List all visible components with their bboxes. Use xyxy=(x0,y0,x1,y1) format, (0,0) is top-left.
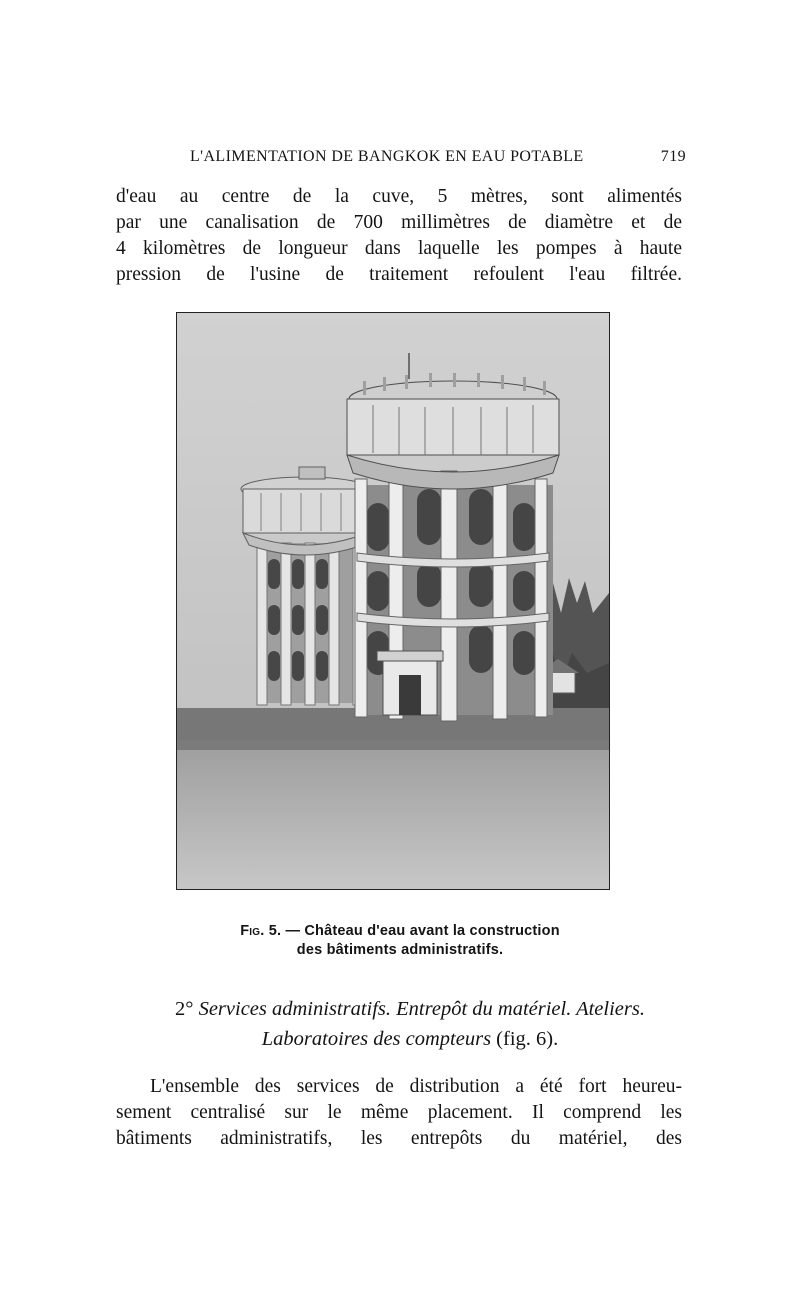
caption-line-2: des bâtiments administratifs. xyxy=(296,942,504,958)
text-line: sement centralisé sur le même placement. Il comprend les xyxy=(116,1102,682,1123)
running-title: L'ALIMENTATION DE BANGKOK EN EAU POTABLE xyxy=(190,148,584,165)
text-line: 4 kilomètres de longueur dans laquelle les pompes à haute xyxy=(116,238,682,259)
caption-line-1: — Château d'eau avant la construction xyxy=(285,923,560,939)
section-title-line-1: Services administratifs. Entrepôt du matériel. Ateliers. xyxy=(198,998,645,1020)
figure-caption xyxy=(150,922,650,960)
text-line: bâtiments administratifs, les entrepôts du matériel, des xyxy=(116,1128,682,1149)
text-line: par une canalisation de 700 millimètres de diamètre et de xyxy=(116,212,682,233)
paragraph-2 xyxy=(116,1074,682,1152)
text-line: pression de l'usine de traitement refoulent l'eau filtrée. xyxy=(116,264,682,285)
paragraph-1 xyxy=(116,184,682,288)
section-title-line-2: Laboratoires des compteurs xyxy=(261,1028,492,1050)
figure-reference: (fig. 6). xyxy=(496,1028,559,1050)
section-heading xyxy=(130,994,690,1054)
page-number: 719 xyxy=(660,148,686,165)
text-line: L'ensemble des services de distribution a été fort heureu- xyxy=(150,1076,682,1097)
water-tower-photo xyxy=(176,312,610,890)
section-number: 2° xyxy=(175,998,194,1020)
text-line: d'eau au centre de la cuve, 5 mètres, sont alimentés xyxy=(116,186,682,207)
figure-label: Fig. 5. xyxy=(240,923,282,939)
